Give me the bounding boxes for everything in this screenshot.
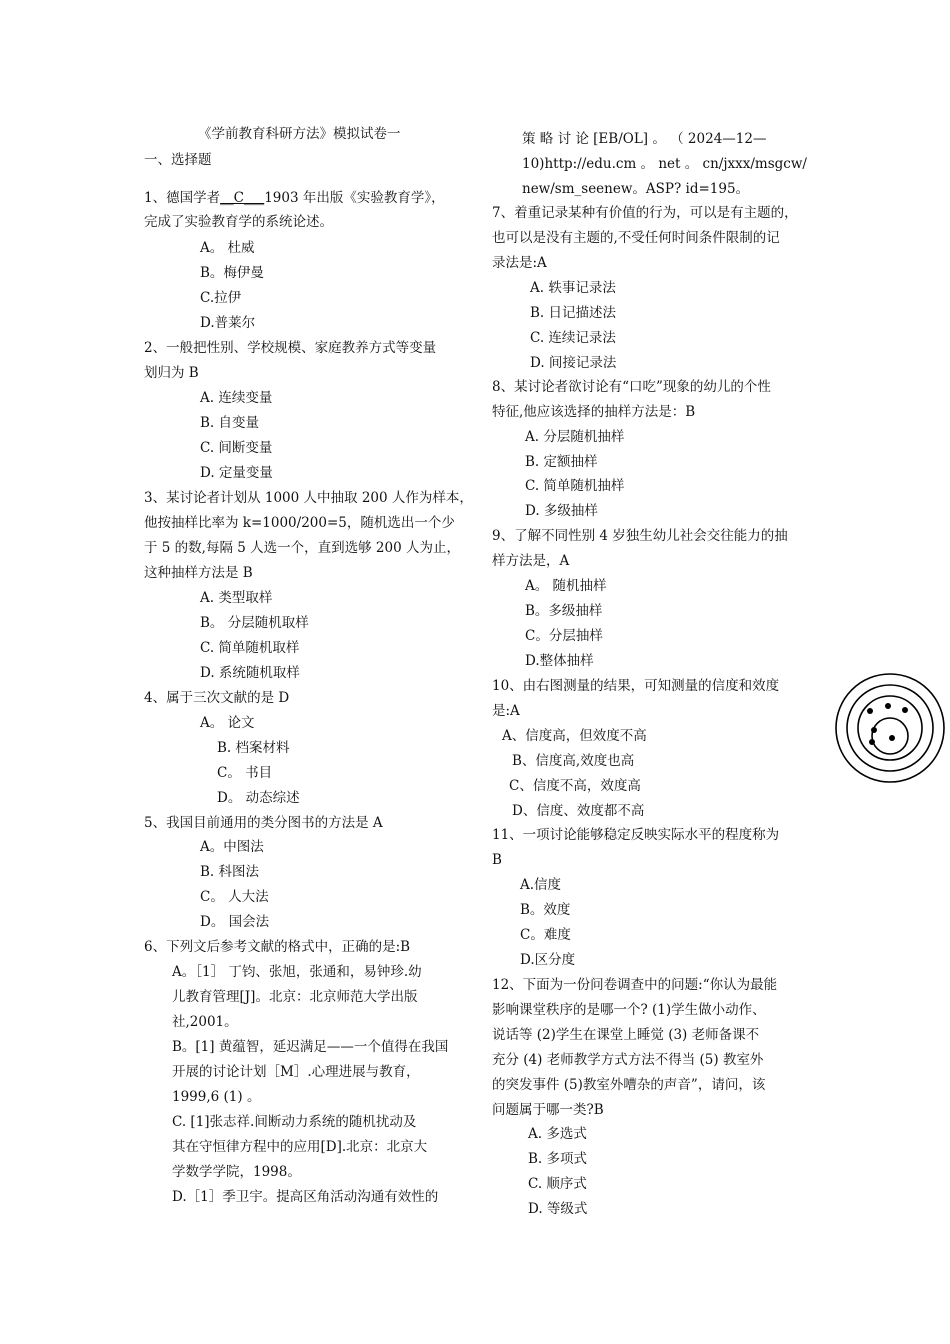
- target-dot: [871, 727, 877, 733]
- right-text-line: A. 分层随机抽样: [525, 429, 625, 445]
- target-ring-outer: [836, 674, 944, 782]
- target-ring-2: [847, 685, 933, 771]
- right-text-line: B. 定额抽样: [525, 454, 598, 470]
- right-text-line: 特征,他应该选择的抽样方法是：B: [492, 404, 696, 420]
- left-text-line: D.普莱尔: [200, 315, 256, 331]
- right-text-line: C. 简单随机抽样: [525, 478, 625, 494]
- right-text-line: A.信度: [520, 877, 562, 893]
- concentric-target-icon: [834, 672, 946, 784]
- right-text-line: A. 多选式: [528, 1126, 587, 1142]
- right-text-line: C。分层抽样: [525, 628, 603, 644]
- left-text-line: D. 定量变量: [200, 465, 273, 481]
- right-text-line: D. 等级式: [528, 1201, 588, 1217]
- right-text-line: B. 日记描述法: [530, 305, 617, 321]
- right-text-line: A。 随机抽样: [525, 578, 607, 594]
- left-text-line: 1999,6 (1) 。: [172, 1089, 261, 1105]
- right-text-line: D. 间接记录法: [530, 355, 617, 371]
- right-text-line: B。效度: [520, 902, 571, 918]
- left-text-line: 完成了实验教育学的系统论述。: [144, 214, 333, 230]
- right-text-line: 也可以是没有主题的,不受任何时间条件限制的记: [492, 230, 780, 246]
- right-text-line: D.整体抽样: [525, 653, 594, 669]
- left-text-line: 《学前教育科研方法》模拟试卷一: [198, 126, 401, 142]
- right-text-line: D、信度、效度都不高: [512, 803, 645, 819]
- left-text-line: C. 间断变量: [200, 440, 273, 456]
- left-text-line: 这种抽样方法是 B: [144, 565, 253, 581]
- left-text-line: B。 分层随机取样: [200, 615, 309, 631]
- left-text-line: 儿教育管理[J]。北京：北京师范大学出版: [172, 989, 418, 1005]
- left-text-line: A. 类型取样: [200, 590, 273, 606]
- target-dot: [902, 707, 908, 713]
- right-text-line: D.区分度: [520, 952, 576, 968]
- right-text-line: B: [492, 852, 502, 868]
- left-text-line: 划归为 B: [144, 365, 199, 381]
- right-text-line: B。多级抽样: [525, 603, 603, 619]
- left-text-line: 1、德国学者__C___1903 年出版《实验教育学》，: [144, 190, 445, 206]
- left-text-line: C. 简单随机取样: [200, 640, 300, 656]
- right-text-line: 充分 (4) 老师教学方式方法不得当 (5) 教室外: [492, 1052, 764, 1068]
- right-text-line: 影响课堂秩序的是哪一个? (1)学生做小动作、: [492, 1002, 766, 1018]
- target-dot: [867, 708, 873, 714]
- right-text-line: B. 多项式: [528, 1151, 588, 1167]
- right-text-line: 录法是:A: [492, 255, 547, 271]
- left-text-line: B。[1] 黄蕴智，延迟满足——一个值得在我国: [172, 1039, 449, 1055]
- right-text-line: 问题属于哪一类?B: [492, 1102, 604, 1118]
- left-text-line: B。梅伊曼: [200, 265, 264, 281]
- right-text-line: 11、一项讨论能够稳定反映实际水平的程度称为: [492, 827, 780, 843]
- right-text-line: C. 连续记录法: [530, 330, 616, 346]
- right-text-line: 样方法是，A: [492, 553, 570, 569]
- target-dot: [885, 703, 891, 709]
- left-text-line: A. 连续变量: [200, 390, 273, 406]
- left-text-line: C。 人大法: [200, 889, 269, 905]
- right-text-line: 是:A: [492, 703, 520, 719]
- right-text-line: 的突发事件 (5)教室外嘈杂的声音”，请问，该: [492, 1077, 766, 1093]
- right-text-line: 10、由右图测量的结果，可知测量的信度和效度: [492, 678, 780, 694]
- right-text-line: B、信度高,效度也高: [512, 753, 635, 769]
- left-text-line: A。［1］ 丁钧、张旭，张通和，易钟珍.幼: [172, 964, 422, 980]
- left-text-line: 学数学学院，1998。: [172, 1164, 301, 1180]
- left-text-line: A。 杜威: [200, 240, 255, 256]
- left-text-line: B. 档案材料: [217, 740, 290, 756]
- left-text-line: 5、我国目前通用的类分图书的方法是 A: [144, 815, 383, 831]
- target-dot: [869, 739, 875, 745]
- left-text-line: B. 科图法: [200, 864, 260, 880]
- left-text-line: C。 书目: [217, 765, 273, 781]
- right-text-line: 策 略 讨 论 [EB/OL] 。 （ 2024—12—: [522, 131, 767, 147]
- left-text-line: B. 自变量: [200, 415, 260, 431]
- right-text-line: 12、下面为一份问卷调查中的问题:“你认为最能: [492, 977, 778, 993]
- right-text-line: new/sm_seenew。ASP? id=195。: [522, 181, 750, 197]
- answer-blank: __C___: [220, 190, 265, 206]
- right-text-line: 7、着重记录某种有价值的行为，可以是有主题的，: [492, 205, 798, 221]
- left-text-line: C.拉伊: [200, 290, 242, 306]
- left-text-line: C. [1]张志祥.间断动力系统的随机扰动及: [172, 1114, 417, 1130]
- right-text-line: C、信度不高，效度高: [509, 778, 641, 794]
- right-text-line: 9、了解不同性别 4 岁独生幼儿社会交往能力的抽: [492, 528, 788, 544]
- right-text-line: C。难度: [520, 927, 571, 943]
- left-text-line: 其在守恒律方程中的应用[D].北京：北京大: [172, 1139, 428, 1155]
- left-text-line: 于 5 的数,每隔 5 人选一个，直到选够 200 人为止，: [144, 540, 460, 556]
- left-text-line: 一、选择题: [144, 152, 212, 168]
- right-text-line: C. 顺序式: [528, 1176, 587, 1192]
- right-text-line: A、信度高，但效度不高: [502, 728, 647, 744]
- left-text-line: D.［1］季卫宇。提高区角活动沟通有效性的: [172, 1189, 439, 1205]
- left-text-line: A。中图法: [200, 839, 264, 855]
- left-text-line: D. 系统随机取样: [200, 665, 300, 681]
- left-text-line: A。 论文: [200, 715, 255, 731]
- target-dot: [889, 735, 895, 741]
- right-text-line: 8、某讨论者欲讨论有“口吃”现象的幼儿的个性: [492, 379, 771, 395]
- left-text-line: 6、下列文后参考文献的格式中，正确的是:B: [144, 939, 411, 955]
- left-text-line: 2、一般把性别、学校规模、家庭教养方式等变量: [144, 340, 437, 356]
- right-text-line: A. 轶事记录法: [530, 280, 616, 296]
- left-text-line: 他按抽样比率为 k=1000/200=5，随机选出一个少: [144, 515, 455, 531]
- left-text-line: 3、某讨论者计划从 1000 人中抽取 200 人作为样本，: [144, 490, 473, 506]
- left-text-line: 社,2001。: [172, 1014, 238, 1030]
- left-text-line: 4、属于三次文献的是 D: [144, 690, 290, 706]
- left-text-line: 开展的讨论计划［M］.心理进展与教育，: [172, 1064, 420, 1080]
- right-text-line: 说话等 (2)学生在课堂上睡觉 (3) 老师备课不: [492, 1027, 760, 1043]
- left-text-line: D。 国会法: [200, 914, 270, 930]
- left-text-line: D。 动态综述: [217, 790, 300, 806]
- right-text-line: 10)http://edu.cm 。 net 。 cn/jxxx/msgcw/: [522, 156, 807, 172]
- right-text-line: D. 多级抽样: [525, 503, 598, 519]
